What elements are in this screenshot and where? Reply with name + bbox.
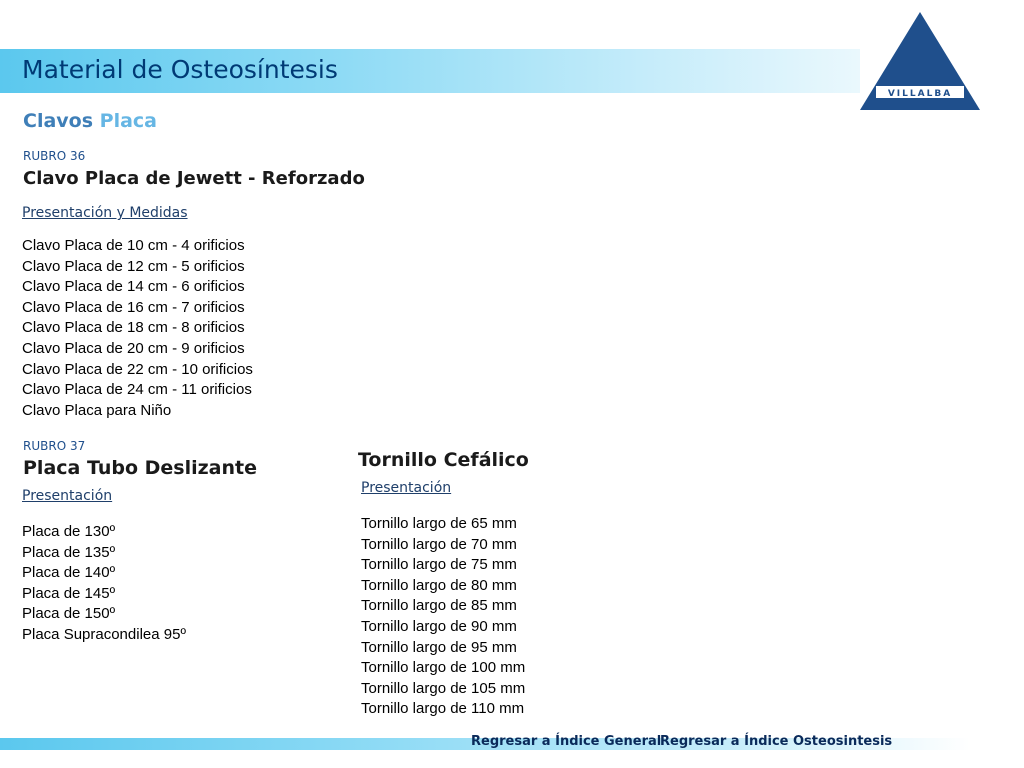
list-item: Tornillo largo de 65 mm: [361, 515, 517, 532]
list-item: Placa de 150º: [22, 605, 116, 623]
list-item: Placa de 145º: [22, 584, 116, 602]
placa-tubo-list: [22, 522, 186, 646]
rubro-36-label: RUBRO 36: [23, 149, 86, 163]
list-item: Clavo Placa de 16 cm - 7 orificios: [22, 298, 245, 316]
list-item: Tornillo largo de 90 mm: [361, 617, 517, 635]
placa-tubo-deslizante-title: Placa Tubo Deslizante: [23, 457, 257, 479]
list-item: Clavo Placa de 10 cm - 4 orificios: [22, 237, 245, 254]
list-item: Clavo Placa de 24 cm - 11 orificios: [22, 381, 252, 399]
list-item: Tornillo largo de 100 mm: [361, 659, 526, 677]
regresar-indice-osteosintesis-link[interactable]: Regresar a Índice Osteosintesis: [660, 734, 893, 749]
logo-text: VILLALBA: [887, 89, 953, 99]
presentacion-medidas-heading: Presentación y Medidas: [22, 205, 188, 221]
list-item: Clavo Placa de 12 cm - 5 orificios: [22, 257, 245, 275]
clavo-placa-list: [22, 236, 253, 421]
list-item: Tornillo largo de 110 mm: [361, 700, 525, 718]
presentacion-tornillo-heading: Presentación: [361, 480, 452, 496]
list-item: Placa de 130º: [22, 523, 116, 540]
list-item: Placa de 140º: [22, 564, 116, 582]
page-title: Material de Osteosíntesis: [22, 55, 338, 84]
presentacion-heading: Presentación: [22, 488, 113, 504]
list-item: Tornillo largo de 105 mm: [361, 679, 526, 697]
tornillo-list: [361, 514, 525, 720]
clavo-placa-jewett-title: Clavo Placa de Jewett - Reforzado: [23, 168, 365, 189]
rubro-37-label: RUBRO 37: [23, 439, 86, 453]
list-item: Tornillo largo de 80 mm: [361, 576, 517, 594]
list-item: Placa Supracondilea 95º: [22, 625, 186, 643]
list-item: Clavo Placa de 22 cm - 10 orificios: [22, 360, 253, 378]
list-item: Placa de 135º: [22, 543, 116, 561]
villalba-logo: [858, 10, 982, 112]
section-title-part1: Clavos: [23, 110, 94, 132]
list-item: Tornillo largo de 75 mm: [361, 556, 517, 574]
list-item: Clavo Placa de 18 cm - 8 orificios: [22, 319, 245, 337]
list-item: Tornillo largo de 85 mm: [361, 597, 517, 615]
list-item: Clavo Placa de 14 cm - 6 orificios: [22, 278, 245, 296]
list-item: Clavo Placa de 20 cm - 9 orificios: [22, 339, 245, 357]
section-title: [23, 110, 157, 132]
section-title-part2: Placa: [99, 110, 157, 132]
list-item: Clavo Placa para Niño: [22, 401, 172, 419]
regresar-indice-general-link[interactable]: Regresar a Índice General: [471, 734, 662, 749]
list-item: Tornillo largo de 70 mm: [361, 535, 517, 553]
list-item: Tornillo largo de 95 mm: [361, 638, 517, 656]
tornillo-cefalico-title: Tornillo Cefálico: [358, 449, 529, 471]
